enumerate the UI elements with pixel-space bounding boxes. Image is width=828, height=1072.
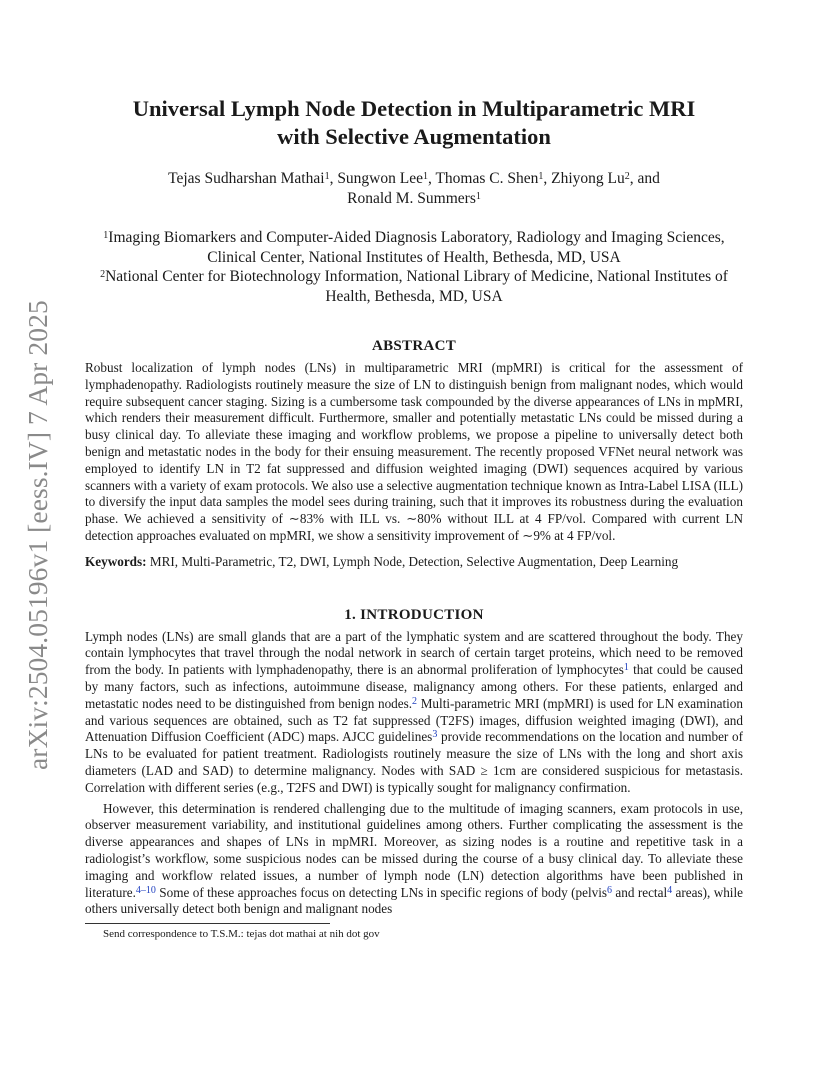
author-name: Zhiyong Lu [551, 170, 625, 187]
abstract-heading: ABSTRACT [371, 338, 457, 354]
citation-link[interactable]: 4–10 [135, 884, 156, 896]
affiliation-2 [85, 267, 743, 306]
author-name: Sungwon Lee [337, 170, 423, 187]
affiliation-text: National Center for Biotechnology Information, National Library of Medicine, National Institutes of Health, Bethesda, MD, USA [105, 268, 728, 305]
author-affiliation-mark: 1 [422, 171, 428, 182]
author-name: Tejas Sudharshan Mathai [168, 170, 325, 187]
affiliation-text: Imaging Biomarkers and Computer-Aided Diagnosis Laboratory, Radiology and Imaging Sciences, Clinical Center, National Institutes of Health, Bethesda, MD, USA [108, 229, 725, 266]
author-name: Thomas C. Shen [435, 170, 539, 187]
introduction-heading: 1. INTRODUCTION [344, 606, 484, 623]
title-line-2: with Selective Augmentation [277, 124, 551, 149]
paper-page [85, 95, 743, 941]
title-line-1: Universal Lymph Node Detection in Multiparametric MRI [132, 96, 696, 121]
author-affiliation-mark: 1 [324, 171, 330, 182]
author-affiliation-mark: 1 [475, 190, 481, 202]
citation-link[interactable]: 2 [412, 695, 418, 707]
footnote-divider [85, 923, 330, 924]
introduction-paragraph-1: Lymph nodes (LNs) are small glands that are a part of the lymphatic system and are scattered throughout the body. They contain lymphocytes that travel through the nodal network in search of certain target proteins, which need to be removed from the body. In patients with lymphadenopathy, there is an abnormal proliferation of lymphocytes$^1$ that could be caused by many factors, such as infections, autoimmune disease, malignancy among others. For these patients, enlarged and metastatic nodes need to be distinguished from benign nodes.$^2$ Multi-parametric MRI (mpMRI) is used for LN examination and various sequences are obtained, such as T2 fat suppressed (T2FS) images, diffusion weighted imaging (DWI), and Attenuation Diffusion Coefficient (ADC) maps. AJCC guidelines$^3$ provide recommendations on the location and number of LNs to be evaluated for patient treatment. Radiologists routinely measure the size of LNs with the long and short axis diameters (LAD and SAD) to determine malignancy. Nodes with SAD ≥ 1cm are considered suspicious for metastasis. Correlation with different series (e.g., T2FS and DWI) is typically sought for malignancy confirmation. [85, 628, 743, 795]
affiliation-number: 1 [103, 230, 109, 241]
keywords-label: Keywords: [85, 553, 147, 569]
author-list: Tejas Sudharshan Mathai$^1$, Sungwon Lee$^1$, Thomas C. Shen$^1$, Zhiyong Lu$^2$, and Ronald M. Summers$^1$ [168, 170, 660, 207]
affiliation-1 [85, 228, 743, 267]
citation-link[interactable]: 3 [432, 729, 438, 741]
keywords-text: MRI, Multi-Parametric, T2, DWI, Lymph Node, Detection, Selective Augmentation, Deep Learning [149, 553, 679, 569]
correspondence-footnote: Send correspondence to T.S.M.: tejas dot mathai at nih dot gov [103, 928, 380, 941]
introduction-paragraph-2: However, this determination is rendered challenging due to the multitude of imaging scanners, exam protocols in use, observer measurement variability, and institutional guidelines among others. Further complicating the assessment is the diverse appearances and shapes of LNs in mpMRI. Moreover, as sizing nodes is a routine and repetitive task in a radiologist’s workflow, some suspicious nodes can be missed during the course of a busy clinical day. To alleviate these imaging and workflow related issues, a number of lymph node (LN) detection algorithms have been published in literature.$^{4-10}$ Some of these approaches focus on detecting LNs in specific regions of body (pelvis$^6$ and rectal$^4$ areas), while others universally detect both benign and malignant nodes [85, 800, 743, 917]
author-affiliation-mark: 2 [624, 171, 630, 182]
author-affiliation-mark: 1 [538, 171, 544, 182]
abstract-text: Robust localization of lymph nodes (LNs) in multiparametric MRI (mpMRI) is critical for the assessment of lymphadenopathy. Radiologists routinely measure the size of LN to distinguish benign from malignant nodes, which would require subsequent cancer staging. Sizing is a cumbersome task compounded by the diverse appearances of LNs in mpMRI, which renders their measurement difficult. Furthermore, smaller and potentially metastatic LNs could be missed during a busy clinical day. To alleviate these imaging and workflow problems, we propose a pipeline to universally detect both benign and metastatic nodes in the body for their ensuing measurement. The recently proposed VFNet neural network was employed to identify LN in T2 fat suppressed and diffusion weighted imaging (DWI) sequences acquired by various scanners with a variety of exam protocols. We also use a selective augmentation technique known as Intra-Label LISA (ILL) to diversify the input data samples the model sees during training, such that it improves its robustness during the evaluation phase. We achieved a sensitivity of ∼83% with ILL vs. ∼80% without ILL at 4 FP/vol. Compared with current LN detection approaches evaluated on mpMRI, we show a sensitivity improvement of ∼9% at 4 FP/vol. [85, 360, 743, 543]
affiliation-number: 2 [100, 269, 106, 280]
keywords-line [85, 554, 743, 571]
citation-link[interactable]: 1 [623, 662, 629, 674]
paper-title [85, 95, 743, 151]
citation-link[interactable]: 6 [607, 884, 612, 896]
citation-link[interactable]: 4 [667, 884, 673, 896]
arxiv-id-text: arXiv:2504.05196v1 [eess.IV] 7 Apr 2025 [22, 300, 53, 770]
author-name: Ronald M. Summers [347, 189, 476, 207]
arxiv-side-identifier [18, 290, 58, 770]
